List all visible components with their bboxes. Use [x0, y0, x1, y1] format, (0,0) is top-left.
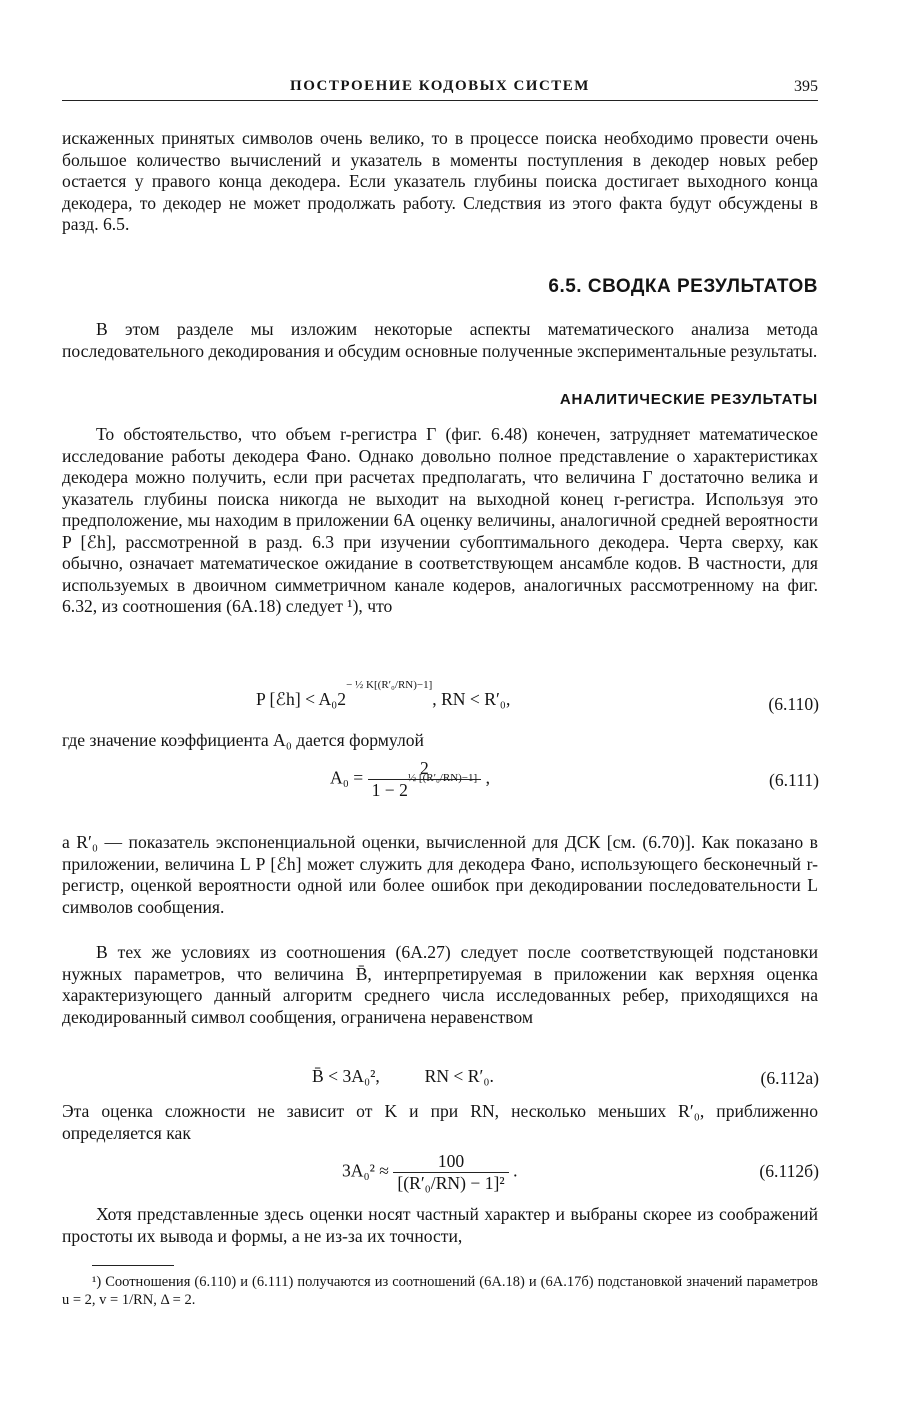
eq-numerator: 2	[368, 758, 482, 780]
eq-fraction	[368, 758, 482, 801]
equation-6-112b	[342, 1151, 517, 1194]
paragraph-text: В тех же условиях из соотношения (6А.27) следует после соответствующей подстановки нужных параметров, что величина B̄, интерпретируемая в приложении как верхняя оценка характеризующего данный алгоритм среднего числа исследованных ребер, приходящихся на декодированный символ сообщения, ограничена неравенством	[62, 942, 818, 1027]
paragraph-text: Эта оценка сложности не зависит от K и при RN, несколько меньших R′₀, приближенно определяется как	[62, 1101, 818, 1143]
paragraph-text: а R′₀ — показатель экспоненциальной оценки, вычисленной для ДСК [см. (6.70)]. Как показано в приложении, величина L P [ℰh] может служить для декодера Фано, использующего бесконечный r-регистр, оценкой вероятности одной или более ошибок при декодировании последовательности L символов сообщения.	[62, 832, 818, 917]
eq-den-exponent: ½ [(R′₀/RN)−1]	[407, 772, 478, 785]
paragraph-complexity	[62, 942, 818, 1028]
eq-condition: , RN < R′₀,	[432, 689, 511, 709]
paragraph-estimate	[62, 832, 818, 918]
paragraph-text: В этом разделе мы изложим некоторые аспекты математического анализа метода последовательного декодирования и обсудим основные полученные экспериментальные результаты.	[62, 319, 818, 361]
running-title: ПОСТРОЕНИЕ КОДОВЫХ СИСТЕМ	[290, 78, 590, 94]
equation-number: (6.112а)	[760, 1068, 819, 1088]
footnote-text: ¹) Соотношения (6.110) и (6.111) получаются из соотношений (6А.18) и (6А.17б) подстановкой значений параметров u = 2, v = 1/RN, Δ = 2.	[62, 1274, 818, 1308]
page-number: 395	[794, 78, 818, 95]
eq-denominator-wrap	[368, 772, 482, 801]
section-heading: 6.5. СВОДКА РЕЗУЛЬТАТОВ	[548, 276, 818, 297]
paragraph-approximation	[62, 1101, 818, 1144]
eq-tail: .	[513, 1160, 518, 1181]
equation-6-112a	[312, 1066, 494, 1087]
equation-number: (6.112б)	[759, 1161, 819, 1181]
paragraph-closing	[62, 1204, 818, 1247]
eq-condition: RN < R′₀.	[424, 1066, 494, 1086]
eq-denominator: [(R′₀/RN) − 1]²	[397, 1173, 505, 1193]
paragraph-coefficient	[62, 730, 818, 752]
eq-tail: ,	[485, 767, 490, 788]
eq-lhs: 3A₀² ≈	[342, 1160, 389, 1181]
running-header	[62, 76, 818, 101]
paragraph-text: То обстоятельство, что объем r-регистра Г (фиг. 6.48) конечен, затрудняет математическое исследование работы декодера Фано. Однако довольно полное представление о характеристиках декодера можно получить, если при расчетах предполагать, что величина Г достаточно велика и указатель глубины поиска никогда не выходит на выходной конец r-регистра. Используя это предположение, мы находим в приложении 6А оценку величины, аналогичной средней вероятности P [ℰh], рассмотренной в разд. 6.3 при изучении субоптимального декодера. Черта сверху, как обычно, означает математическое ожидание в соответствующем ансамбле кодов. В частности, для используемых в двоичном симметричном канале кодеров, аналогичных рассмотренному на фиг. 6.32, из соотношения (6А.18) следует ¹), что	[62, 424, 818, 616]
equation-number: (6.111)	[769, 770, 819, 790]
equation-number: (6.110)	[768, 694, 819, 714]
eq-lhs: P [ℰh] < A₀2	[256, 689, 347, 709]
paragraph-text: Хотя представленные здесь оценки носят частный характер и выбраны скорее из соображений простоты их вывода и формы, а не из-за их точности,	[62, 1204, 818, 1246]
eq-numerator: 100	[393, 1151, 508, 1173]
paragraph-text: искаженных принятых символов очень велико, то в процессе поиска необходимо провести очень большое количество вычислений и указатель в моменты поступления в декодер новых ребер остается у правого конца декодера. Если указатель глубины поиска достигает выходного конца декодера, то декодер не может продолжать работу. Следствия из этого факта будут обсуждены в разд. 6.5.	[62, 128, 818, 234]
eq-exponent: − ½ K[(R′₀/RN)−1]	[346, 679, 433, 692]
eq-fraction	[393, 1151, 508, 1194]
eq-lhs: A₀ =	[330, 767, 364, 788]
paragraph-text: где значение коэффициента A₀ дается формулой	[62, 730, 424, 750]
equation-6-110	[256, 679, 511, 710]
paragraph-intro	[62, 319, 818, 362]
subsection-heading: АНАЛИТИЧЕСКИЕ РЕЗУЛЬТАТЫ	[559, 391, 818, 408]
paragraph-analysis	[62, 424, 818, 618]
eq-lhs: B̄ < 3A₀²,	[312, 1066, 380, 1086]
footnote-rule	[92, 1265, 174, 1266]
eq-denominator: 1 − 2	[371, 780, 408, 800]
paragraph-continuation	[62, 128, 818, 236]
footnote	[62, 1273, 818, 1309]
equation-6-111	[330, 758, 490, 801]
